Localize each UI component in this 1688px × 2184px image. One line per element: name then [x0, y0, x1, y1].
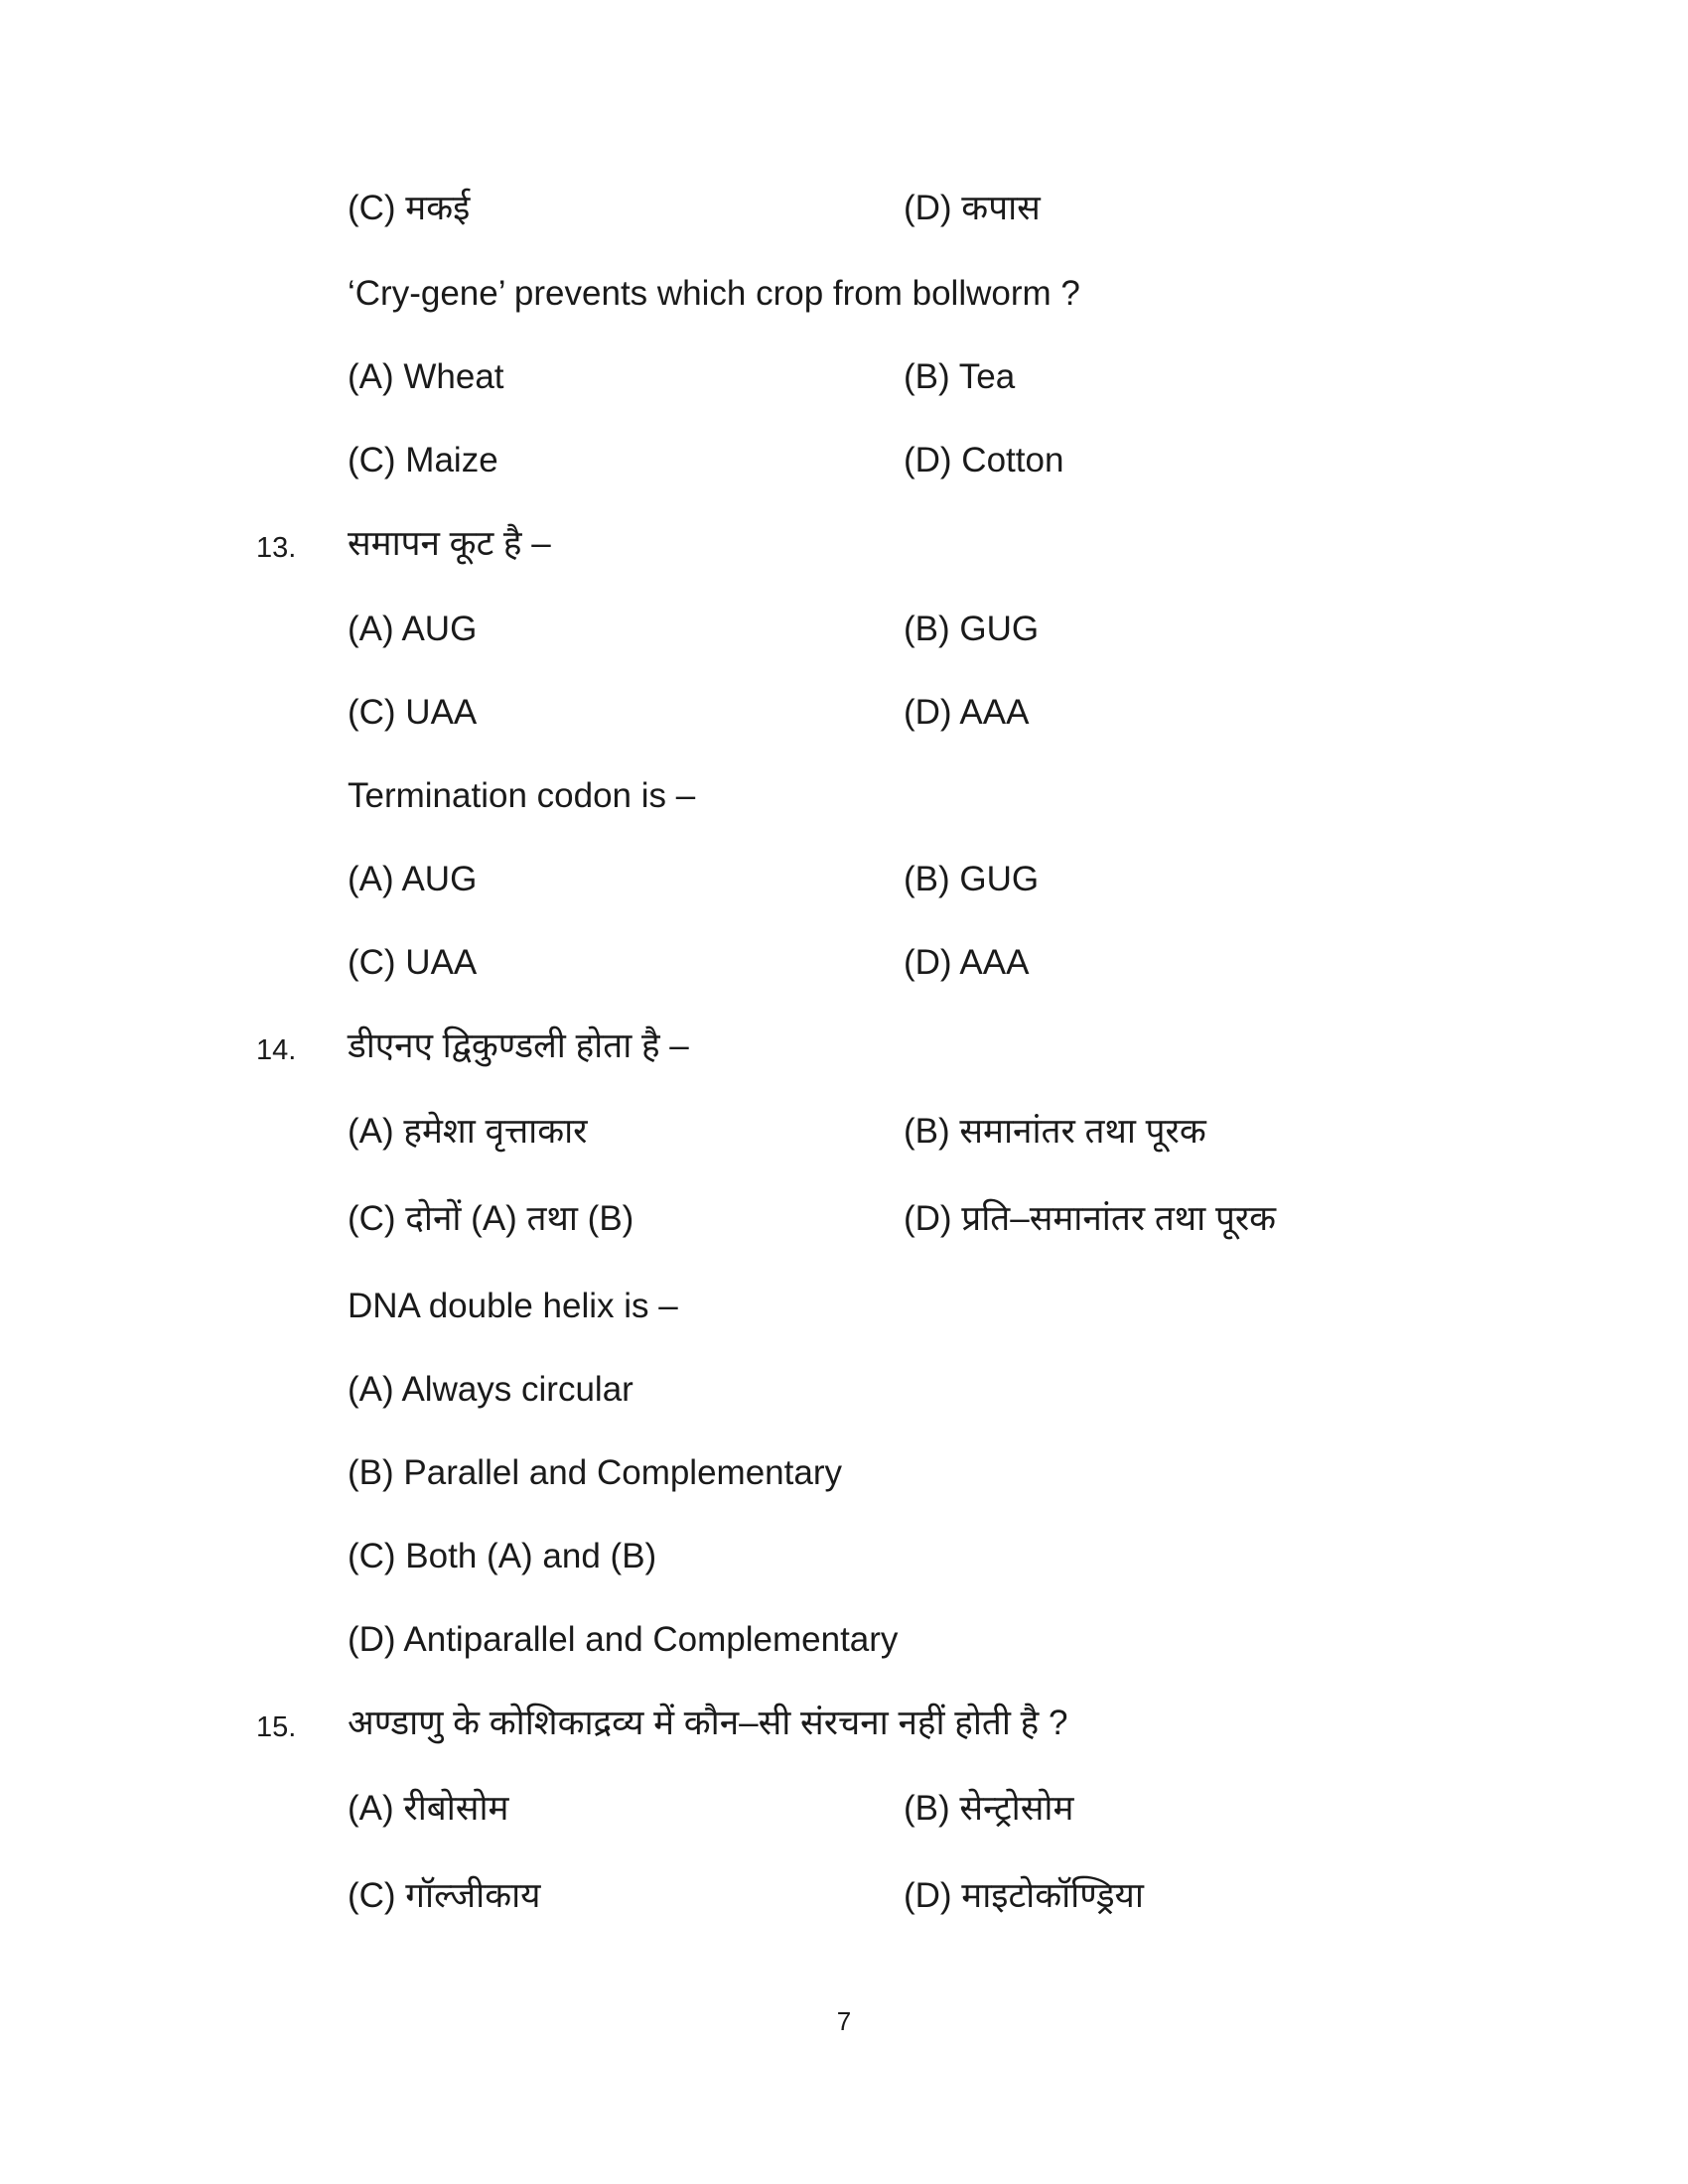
q15-number: 15.	[256, 1711, 297, 1743]
q13-hi-option-a: (A) AUG	[348, 610, 478, 648]
q14-hi-option-c: (C) दोनों (A) तथा (B)	[348, 1199, 634, 1238]
q13-en-option-c: (C) UAA	[348, 943, 478, 982]
q13-hi-question: समापन कूट है –	[348, 524, 551, 563]
q12-en-option-d: (D) Cotton	[904, 441, 1064, 479]
q13-hi-option-c: (C) UAA	[348, 693, 478, 732]
q15-hi-question: अण्डाणु के कोशिकाद्रव्य में कौन–सी संरचना नहीं होती है ?	[348, 1704, 1068, 1742]
q15-hi-option-a: (A) रीबोसोम	[348, 1789, 509, 1828]
q14-hi-question: डीएनए द्विकुण्डली होता है –	[348, 1026, 689, 1065]
q14-en-option-c: (C) Both (A) and (B)	[348, 1537, 657, 1575]
q12-en-option-a: (A) Wheat	[348, 357, 504, 396]
q13-hi-option-b: (B) GUG	[904, 610, 1040, 648]
q13-number: 13.	[256, 532, 297, 564]
q15-hi-option-b: (B) सेन्ट्रोसोम	[904, 1789, 1074, 1828]
q13-hi-option-d: (D) AAA	[904, 693, 1030, 732]
q12-en-option-c: (C) Maize	[348, 441, 498, 479]
q14-en-question: DNA double helix is –	[348, 1287, 678, 1325]
q14-hi-option-d: (D) प्रति–समानांतर तथा पूरक	[904, 1199, 1277, 1238]
q14-en-option-d: (D) Antiparallel and Complementary	[348, 1620, 899, 1659]
q12-en-question: ‘Cry-gene’ prevents which crop from bollworm ?	[348, 274, 1080, 313]
q15-hi-option-c: (C) गॉल्जीकाय	[348, 1876, 541, 1915]
q14-hi-option-a: (A) हमेशा वृत्ताकार	[348, 1112, 588, 1151]
q12-hi-option-c: (C) मकई	[348, 189, 471, 227]
q12-hi-option-d: (D) कपास	[904, 189, 1041, 227]
q13-en-question: Termination codon is –	[348, 776, 696, 815]
q14-en-option-b: (B) Parallel and Complementary	[348, 1453, 842, 1492]
q14-number: 14.	[256, 1034, 297, 1066]
q12-en-option-b: (B) Tea	[904, 357, 1016, 396]
q13-en-option-d: (D) AAA	[904, 943, 1030, 982]
q14-hi-option-b: (B) समानांतर तथा पूरक	[904, 1112, 1206, 1151]
q13-en-option-b: (B) GUG	[904, 860, 1040, 898]
page-number: 7	[836, 2006, 852, 2036]
q15-hi-option-d: (D) माइटोकॉण्ड्रिया	[904, 1876, 1144, 1915]
q14-en-option-a: (A) Always circular	[348, 1370, 633, 1409]
q13-en-option-a: (A) AUG	[348, 860, 478, 898]
